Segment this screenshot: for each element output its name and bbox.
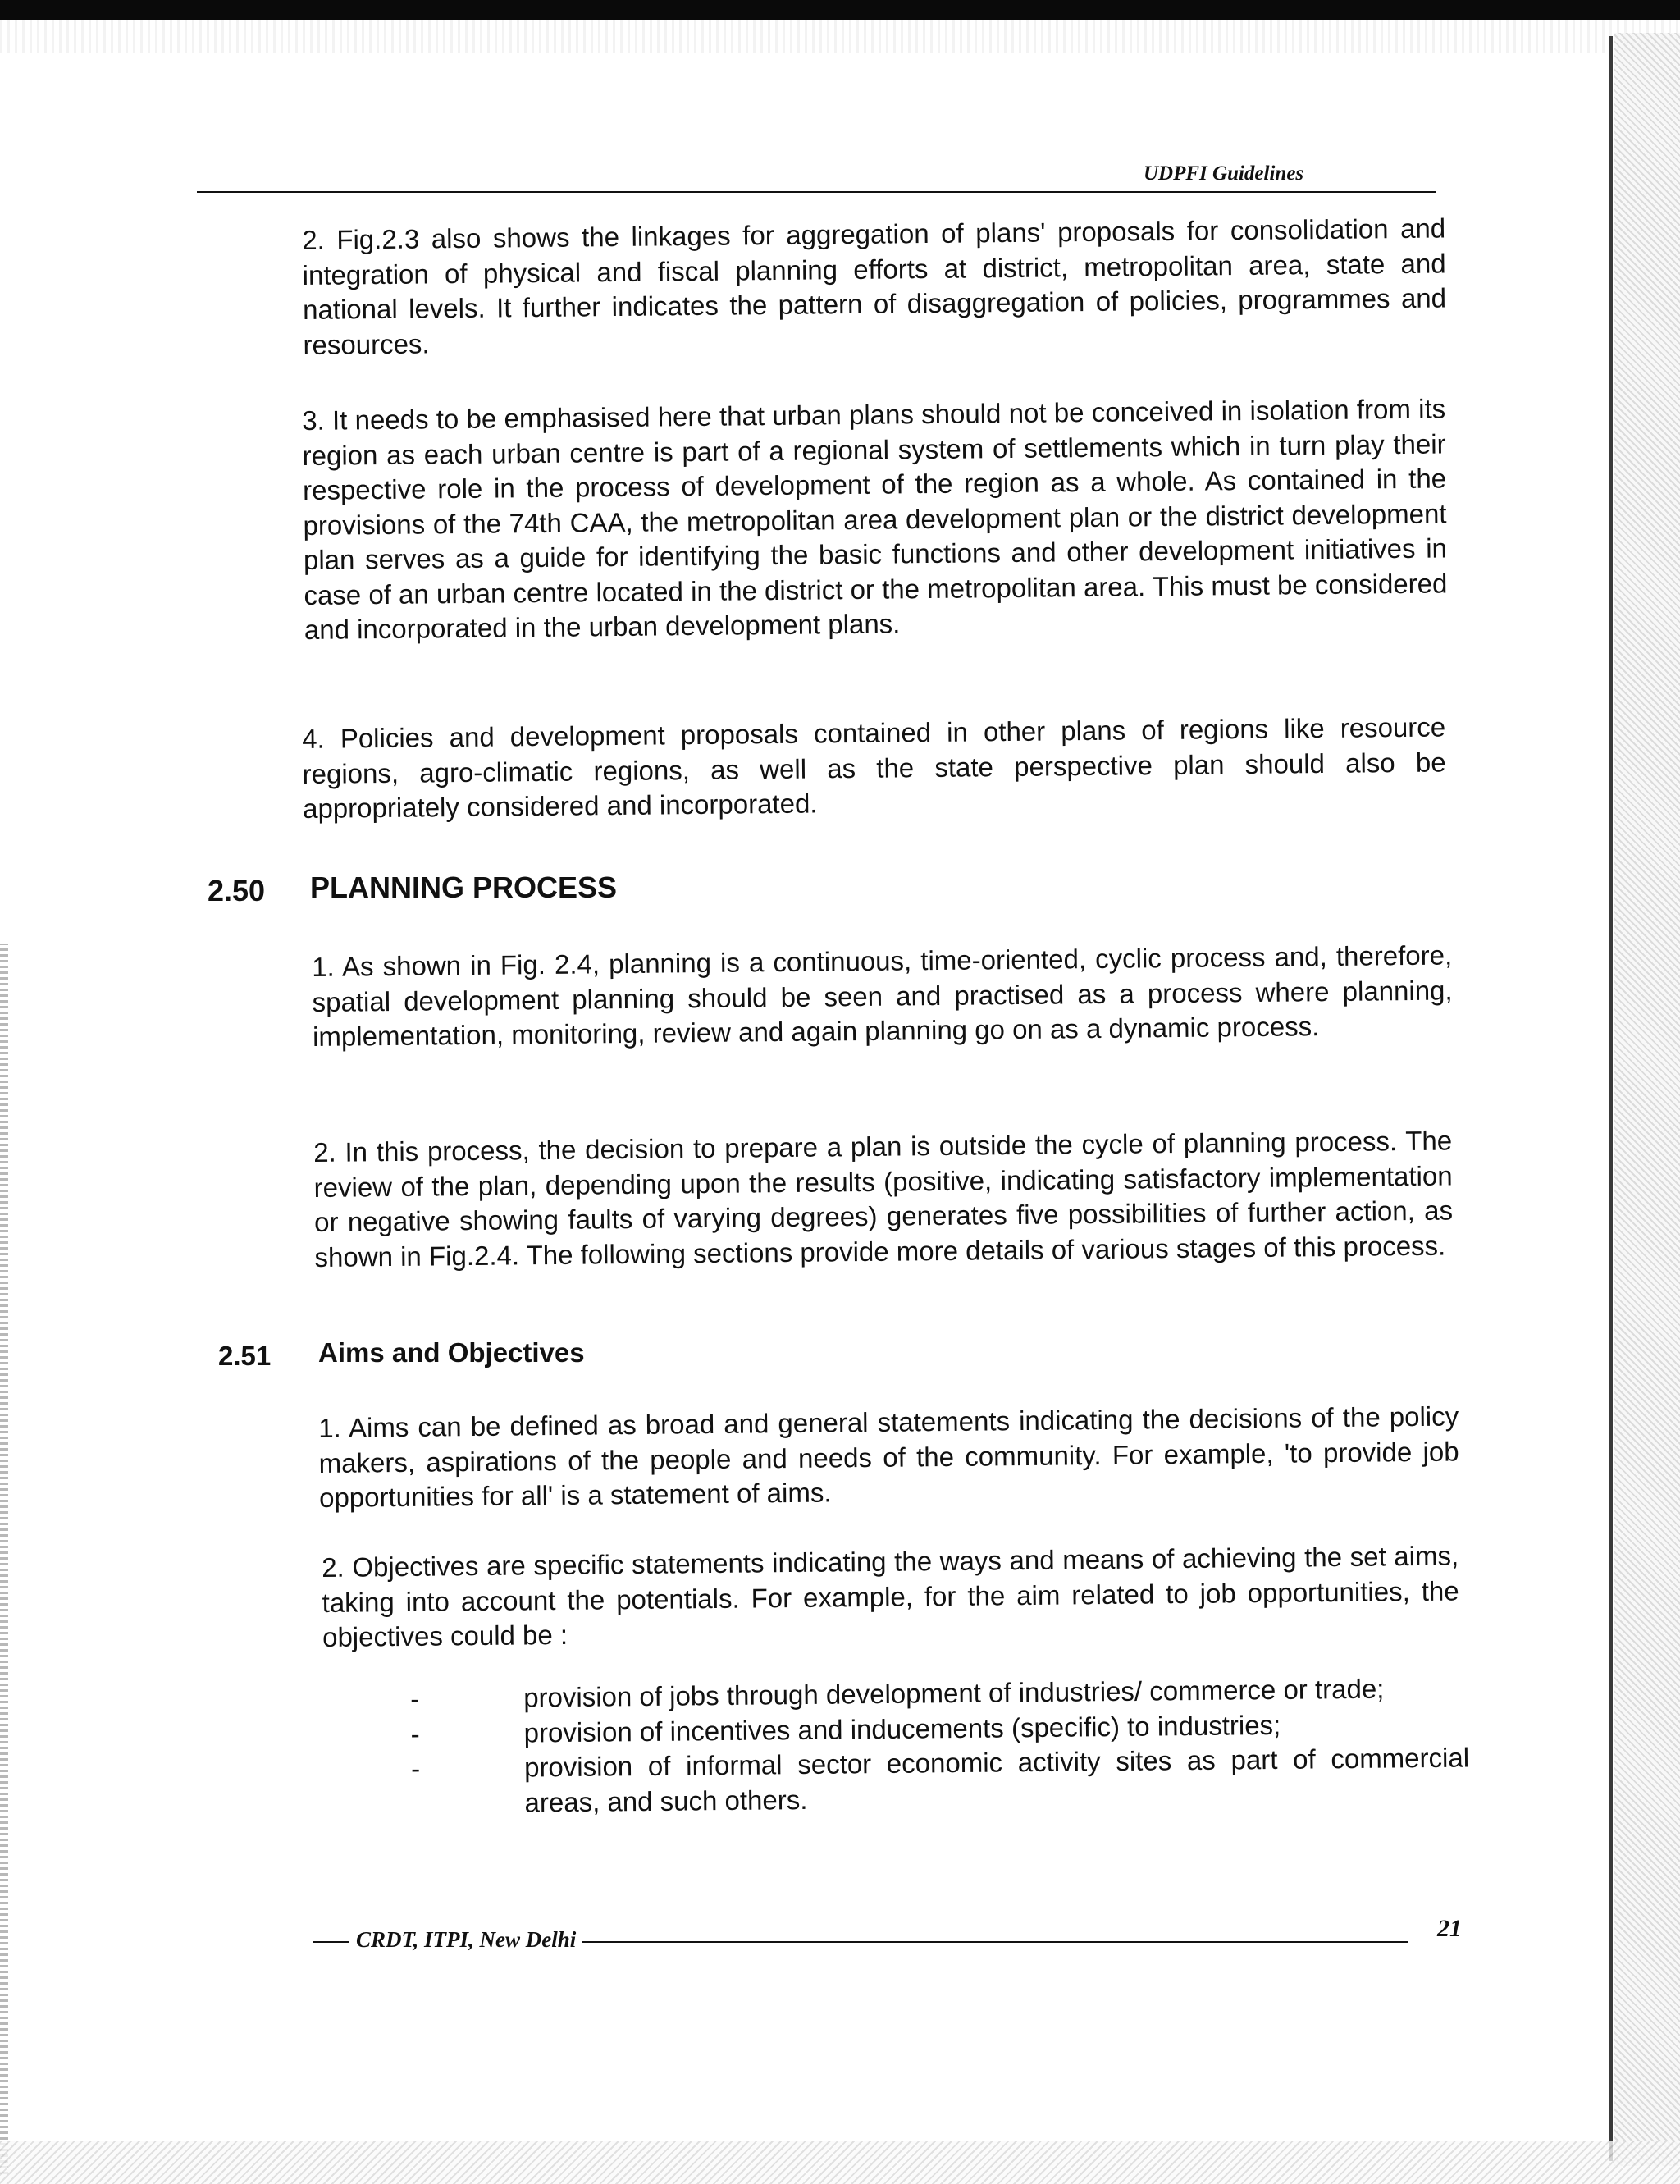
paragraph-aims-1: 1. Aims can be defined as broad and general statements indicating the decisions of the policy makers, aspirations of the people and needs of the community. For example, 'to provide job opportunities for all' is a statement of aims. [318,1400,1459,1513]
list-item-text: provision of jobs through development of industries/ commerce or trade; [523,1673,1385,1713]
paragraph-intro-2: 2. Fig.2.3 also shows the linkages for aggregation of plans' proposals for consolidation and integration of physical and fiscal planning efforts at district, metropolitan area, state and national levels. It further indicates the pattern of disaggregation of policies, programmes and resources. [302,212,1447,360]
subsection-number: 2.51 [218,1341,272,1371]
list-item-text: provision of incentives and inducements (specific) to industries; [523,1709,1281,1748]
subsection-title: Aims and Objectives [318,1337,585,1368]
list-item-text: provision of informal sector economic activity sites as part of commercial areas, and such others. [523,1742,1470,1818]
list-item [411,1740,1470,1821]
section-number: 2.50 [208,874,266,907]
page-edge [1609,36,1613,2161]
paragraph-aims-2: 2. Objectives are specific statements indicating the ways and means of achieving the set aims, taking into account the potentials. For example, for the aim related to job opportunities, the objectives could be : [322,1540,1459,1652]
running-header: UDPFI Guidelines [1135,160,1312,188]
bullet-dash: - [410,1752,421,1784]
paragraph-planning-2: 2. In this process, the decision to prepare a plan is outside the cycle of planning process. The review of the plan, depending upon the results (positive, indicating satisfactory implementation or negative showing faults of varying degrees) generates five possibilities of further action, as shown in Fig.2.4. The following sections provide more details of various stages of this process. [313,1125,1454,1272]
header-rule [197,191,1436,193]
paragraph-planning-1: 1. As shown in Fig. 2.4, planning is a continuous, time-oriented, cyclic process and, therefore, spatial development planning should be seen and practised as a process where planning, implementation, monitoring, review and again planning go on as a dynamic process. [312,939,1453,1052]
paragraph-intro-4: 4. Policies and development proposals contained in other plans of regions like resource regions, agro-climatic regions, as well as the state perspective plan should also be appropriately considered and incorporated. [302,711,1446,824]
scan-noise-right [1614,33,1680,2166]
footer-publisher: CRDT, ITPI, New Delhi [349,1925,582,1954]
objectives-list [410,1670,1470,1821]
scan-noise-bottom [0,2141,1680,2184]
scan-border-top [0,0,1680,20]
scan-noise-left [0,944,8,2174]
bullet-dash: - [410,1718,420,1749]
bullet-dash: - [410,1683,420,1714]
page-number: 21 [1437,1915,1462,1942]
scan-noise-top [0,20,1680,53]
section-title: PLANNING PROCESS [310,870,618,904]
paragraph-intro-3: 3. It needs to be emphasised here that urban plans should not be conceived in isolation from its region as each urban centre is part of a regional system of settlements which in turn play their respective role in the process of development of the region as a whole. As contained in the provisions of the 74th CAA, the metropolitan area development plan or the district development plan serves as a guide for identifying the basic functions and other development initiatives in case of an urban centre located in the district or the metropolitan area. This must be considered and incorporated in the urban development plans. [302,393,1448,645]
